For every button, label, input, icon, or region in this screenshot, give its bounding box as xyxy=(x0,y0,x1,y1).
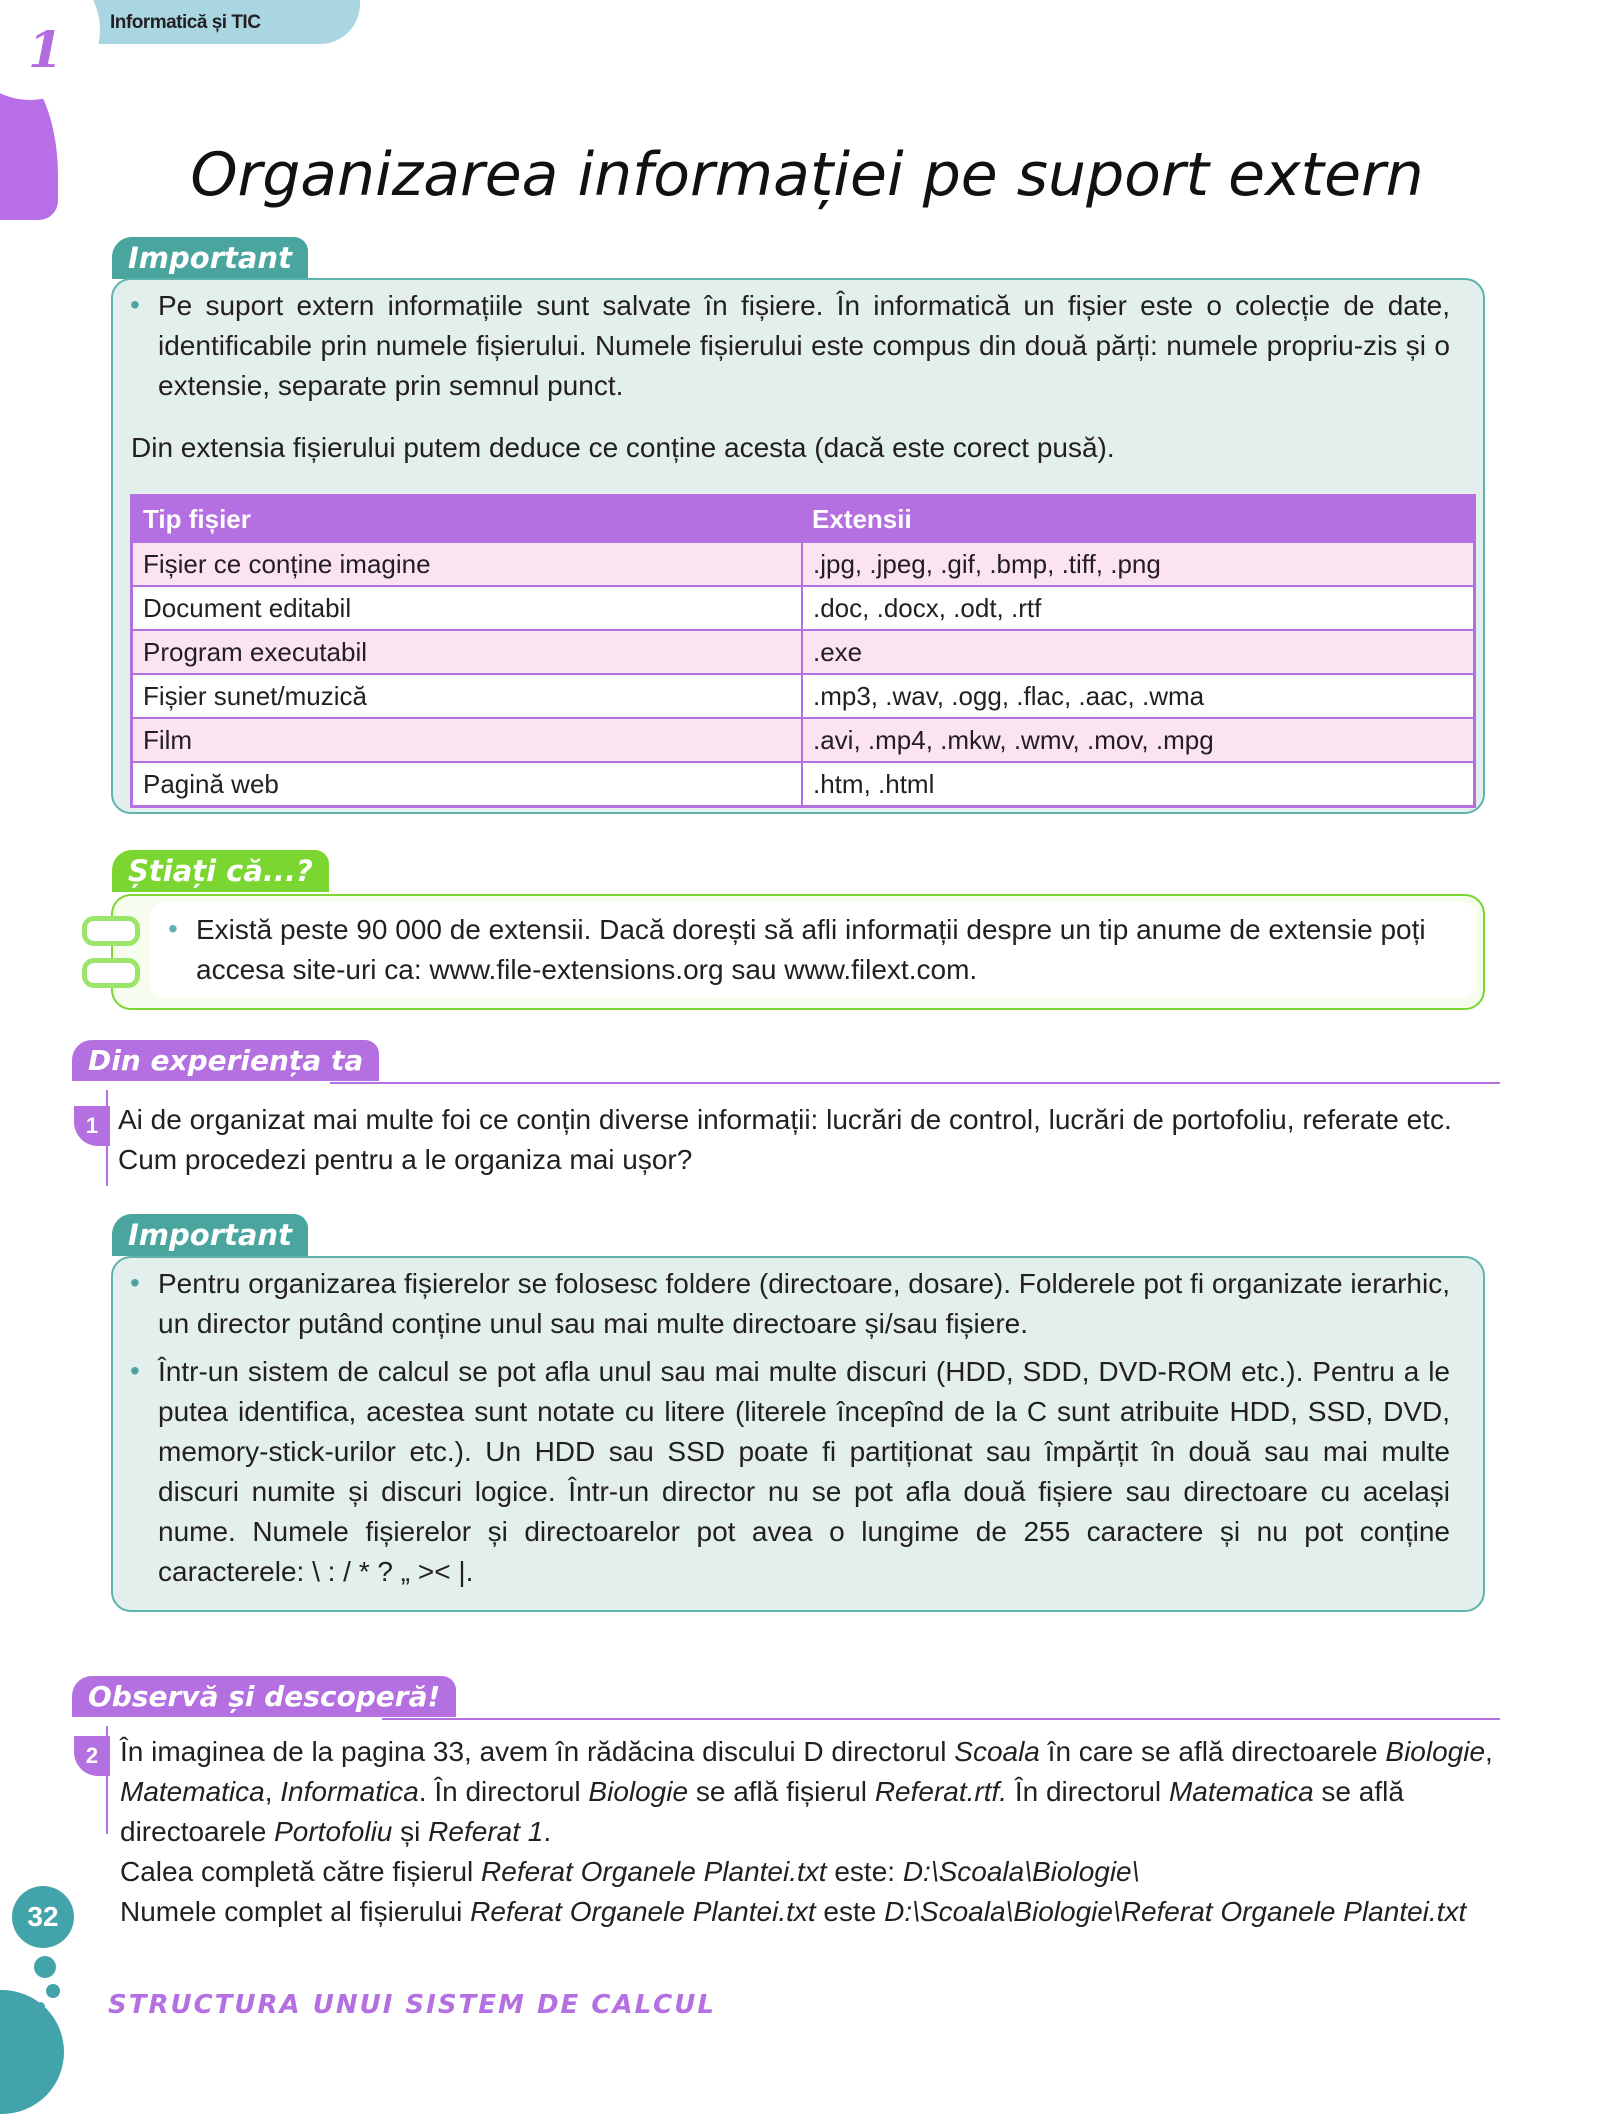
table-row xyxy=(132,674,1475,718)
bullet-icon: • xyxy=(130,1267,140,1298)
important-bullet xyxy=(130,1264,1450,1344)
observa-line xyxy=(120,1812,1520,1852)
page-title: Organizarea informației pe suport extern xyxy=(190,140,1424,210)
experienta-label: Din experiența ta xyxy=(72,1040,379,1081)
text-span: , xyxy=(1485,1736,1493,1767)
table-cell: Pagină web xyxy=(132,762,803,807)
observa-line xyxy=(120,1732,1520,1772)
table-cell: Fișier sunet/muzică xyxy=(132,674,803,718)
chapter-number: 1 xyxy=(28,20,63,79)
bullet-icon: • xyxy=(130,289,140,320)
observa-text xyxy=(120,1732,1520,1932)
experienta-text: Ai de organizat mai multe foi ce conțin diverse informații: lucrări de control, lucrări de portofoliu, referate etc. Cum procedezi pentru a le organiza mai ușor? xyxy=(118,1104,1452,1175)
stiati-pill-icon xyxy=(82,958,140,988)
step-number-badge: 2 xyxy=(74,1736,110,1776)
table-cell: .htm, .html xyxy=(802,762,1475,807)
important-bullet xyxy=(130,1352,1450,1592)
stiati-text: Există peste 90 000 de extensii. Dacă dorești să afli informații despre un tip anume de extensie poți accesa site-uri ca: www.file-extensions.org sau www.filext.com. xyxy=(196,914,1426,985)
text-span: este: xyxy=(826,1856,903,1887)
table-cell: Fișier ce conține imagine xyxy=(132,542,803,586)
table-cell: .avi, .mp4, .mkw, .wmv, .mov, .mpg xyxy=(802,718,1475,762)
table-header: Extensii xyxy=(802,496,1475,543)
footer-section-title: STRUCTURA UNUI SISTEM DE CALCUL xyxy=(108,1990,716,2020)
table-row xyxy=(132,586,1475,630)
table-cell: .mp3, .wav, .ogg, .flac, .aac, .wma xyxy=(802,674,1475,718)
table-row xyxy=(132,542,1475,586)
table-cell: Document editabil xyxy=(132,586,803,630)
italic-span: Informatica xyxy=(280,1776,419,1807)
decor-dot xyxy=(46,1984,60,1998)
italic-span: Referat 1 xyxy=(428,1816,544,1847)
observa-line xyxy=(120,1772,1520,1812)
text-span: , xyxy=(264,1776,281,1807)
table-row xyxy=(132,630,1475,674)
important-bullet xyxy=(130,286,1450,406)
text-span: directoarele xyxy=(120,1816,275,1847)
observa-line xyxy=(120,1892,1520,1932)
section-divider xyxy=(330,1082,1500,1084)
important-label: Important xyxy=(112,1214,308,1256)
bullet-icon: • xyxy=(168,913,178,944)
table-row xyxy=(132,718,1475,762)
italic-span: Referat.rtf. xyxy=(874,1776,1008,1807)
table-cell: Program executabil xyxy=(132,630,803,674)
bullet-icon: • xyxy=(130,1355,140,1386)
table-cell: .doc, .docx, .odt, .rtf xyxy=(802,586,1475,630)
decor-dot xyxy=(36,2002,45,2011)
text-span: În directorul xyxy=(1007,1776,1169,1807)
header-subject: Informatică și TIC xyxy=(110,12,261,33)
text-span: se află fișierul xyxy=(688,1776,875,1807)
text-span: în care se află directoarele xyxy=(1039,1736,1386,1767)
page-number: 32 xyxy=(12,1886,74,1948)
observa-line xyxy=(120,1852,1520,1892)
decor-dot xyxy=(34,1956,56,1978)
stiati-bullet xyxy=(168,910,1466,990)
table-header-row xyxy=(132,496,1475,543)
step-number-badge: 1 xyxy=(74,1106,110,1146)
text-span: se află xyxy=(1313,1776,1404,1807)
text-span: . xyxy=(543,1816,552,1847)
important-paragraph: Din extensia fișierului putem deduce ce conține acesta (dacă este corect pusă). xyxy=(131,432,1115,463)
text-span: Numele complet al fișierului xyxy=(120,1896,471,1927)
italic-span: Portofoliu xyxy=(274,1816,393,1847)
important-label: Important xyxy=(112,237,308,279)
text-span: și xyxy=(392,1816,429,1847)
table-cell: .exe xyxy=(802,630,1475,674)
text-span: . În directorul xyxy=(418,1776,589,1807)
italic-span: Matematica xyxy=(1168,1776,1314,1807)
table-row xyxy=(132,762,1475,807)
important-bullet-text: Pentru organizarea fișierelor se folosesc foldere (directoare, dosare). Folderele pot fi organizate ierarhic, un director putând conține unul sau mai multe directoare și/sau fișiere. xyxy=(158,1268,1450,1339)
footer-corner-decoration xyxy=(0,1990,64,2114)
table-cell: Film xyxy=(132,718,803,762)
italic-span: Scoala xyxy=(954,1736,1040,1767)
text-span: Calea completă către fișierul xyxy=(120,1856,482,1887)
section-divider xyxy=(382,1718,1500,1720)
text-span: În imaginea de la pagina 33, avem în rădăcina discului D directorul xyxy=(120,1736,955,1767)
italic-span: D:\Scoala\Biologie\ xyxy=(902,1856,1140,1887)
extensions-table xyxy=(130,494,1476,808)
important-bullet-text: Într-un sistem de calcul se pot afla unul sau mai multe discuri (HDD, SDD, DVD-ROM etc.). Pentru a le putea identifica, acestea sunt notate cu litere (literele începînd de la C sunt atribuite HDD, SSD, DVD, memory-stick-urilor etc.). Un HDD sau SSD poate fi partiționat sau împărțit în două sau mai multe discuri numite și discuri logice. Într-un director nu se pot afla două fișiere sau directoare cu același nume. Numele fișierelor și directoarelor pot avea o lungime de 255 caractere și nu pot conține caracterele: \ : / * ? „ >< |. xyxy=(158,1356,1450,1587)
text-span: este xyxy=(815,1896,885,1927)
italic-span: Referat Organele Plantei.txt xyxy=(481,1856,827,1887)
table-cell: .jpg, .jpeg, .gif, .bmp, .tiff, .png xyxy=(802,542,1475,586)
table-header: Tip fișier xyxy=(132,496,803,543)
italic-span: Matematica xyxy=(120,1776,265,1807)
stiati-label: Știați că...? xyxy=(112,850,329,892)
italic-span: Referat Organele Plantei.txt xyxy=(470,1896,816,1927)
important-bullet-text: Pe suport extern informațiile sunt salvate în fișiere. În informatică un fișier este o colecție de date, identificabile prin numele fișierului. Numele fișierului este compus din două părți: numele propriu-zis și o extensie, separate prin semnul punct. xyxy=(158,290,1450,401)
stiati-pill-icon xyxy=(82,916,140,946)
italic-span: Biologie xyxy=(1385,1736,1486,1767)
italic-span: D:\Scoala\Biologie\Referat Organele Plantei.txt xyxy=(884,1896,1467,1927)
italic-span: Biologie xyxy=(588,1776,689,1807)
observa-label: Observă și descoperă! xyxy=(72,1676,456,1717)
